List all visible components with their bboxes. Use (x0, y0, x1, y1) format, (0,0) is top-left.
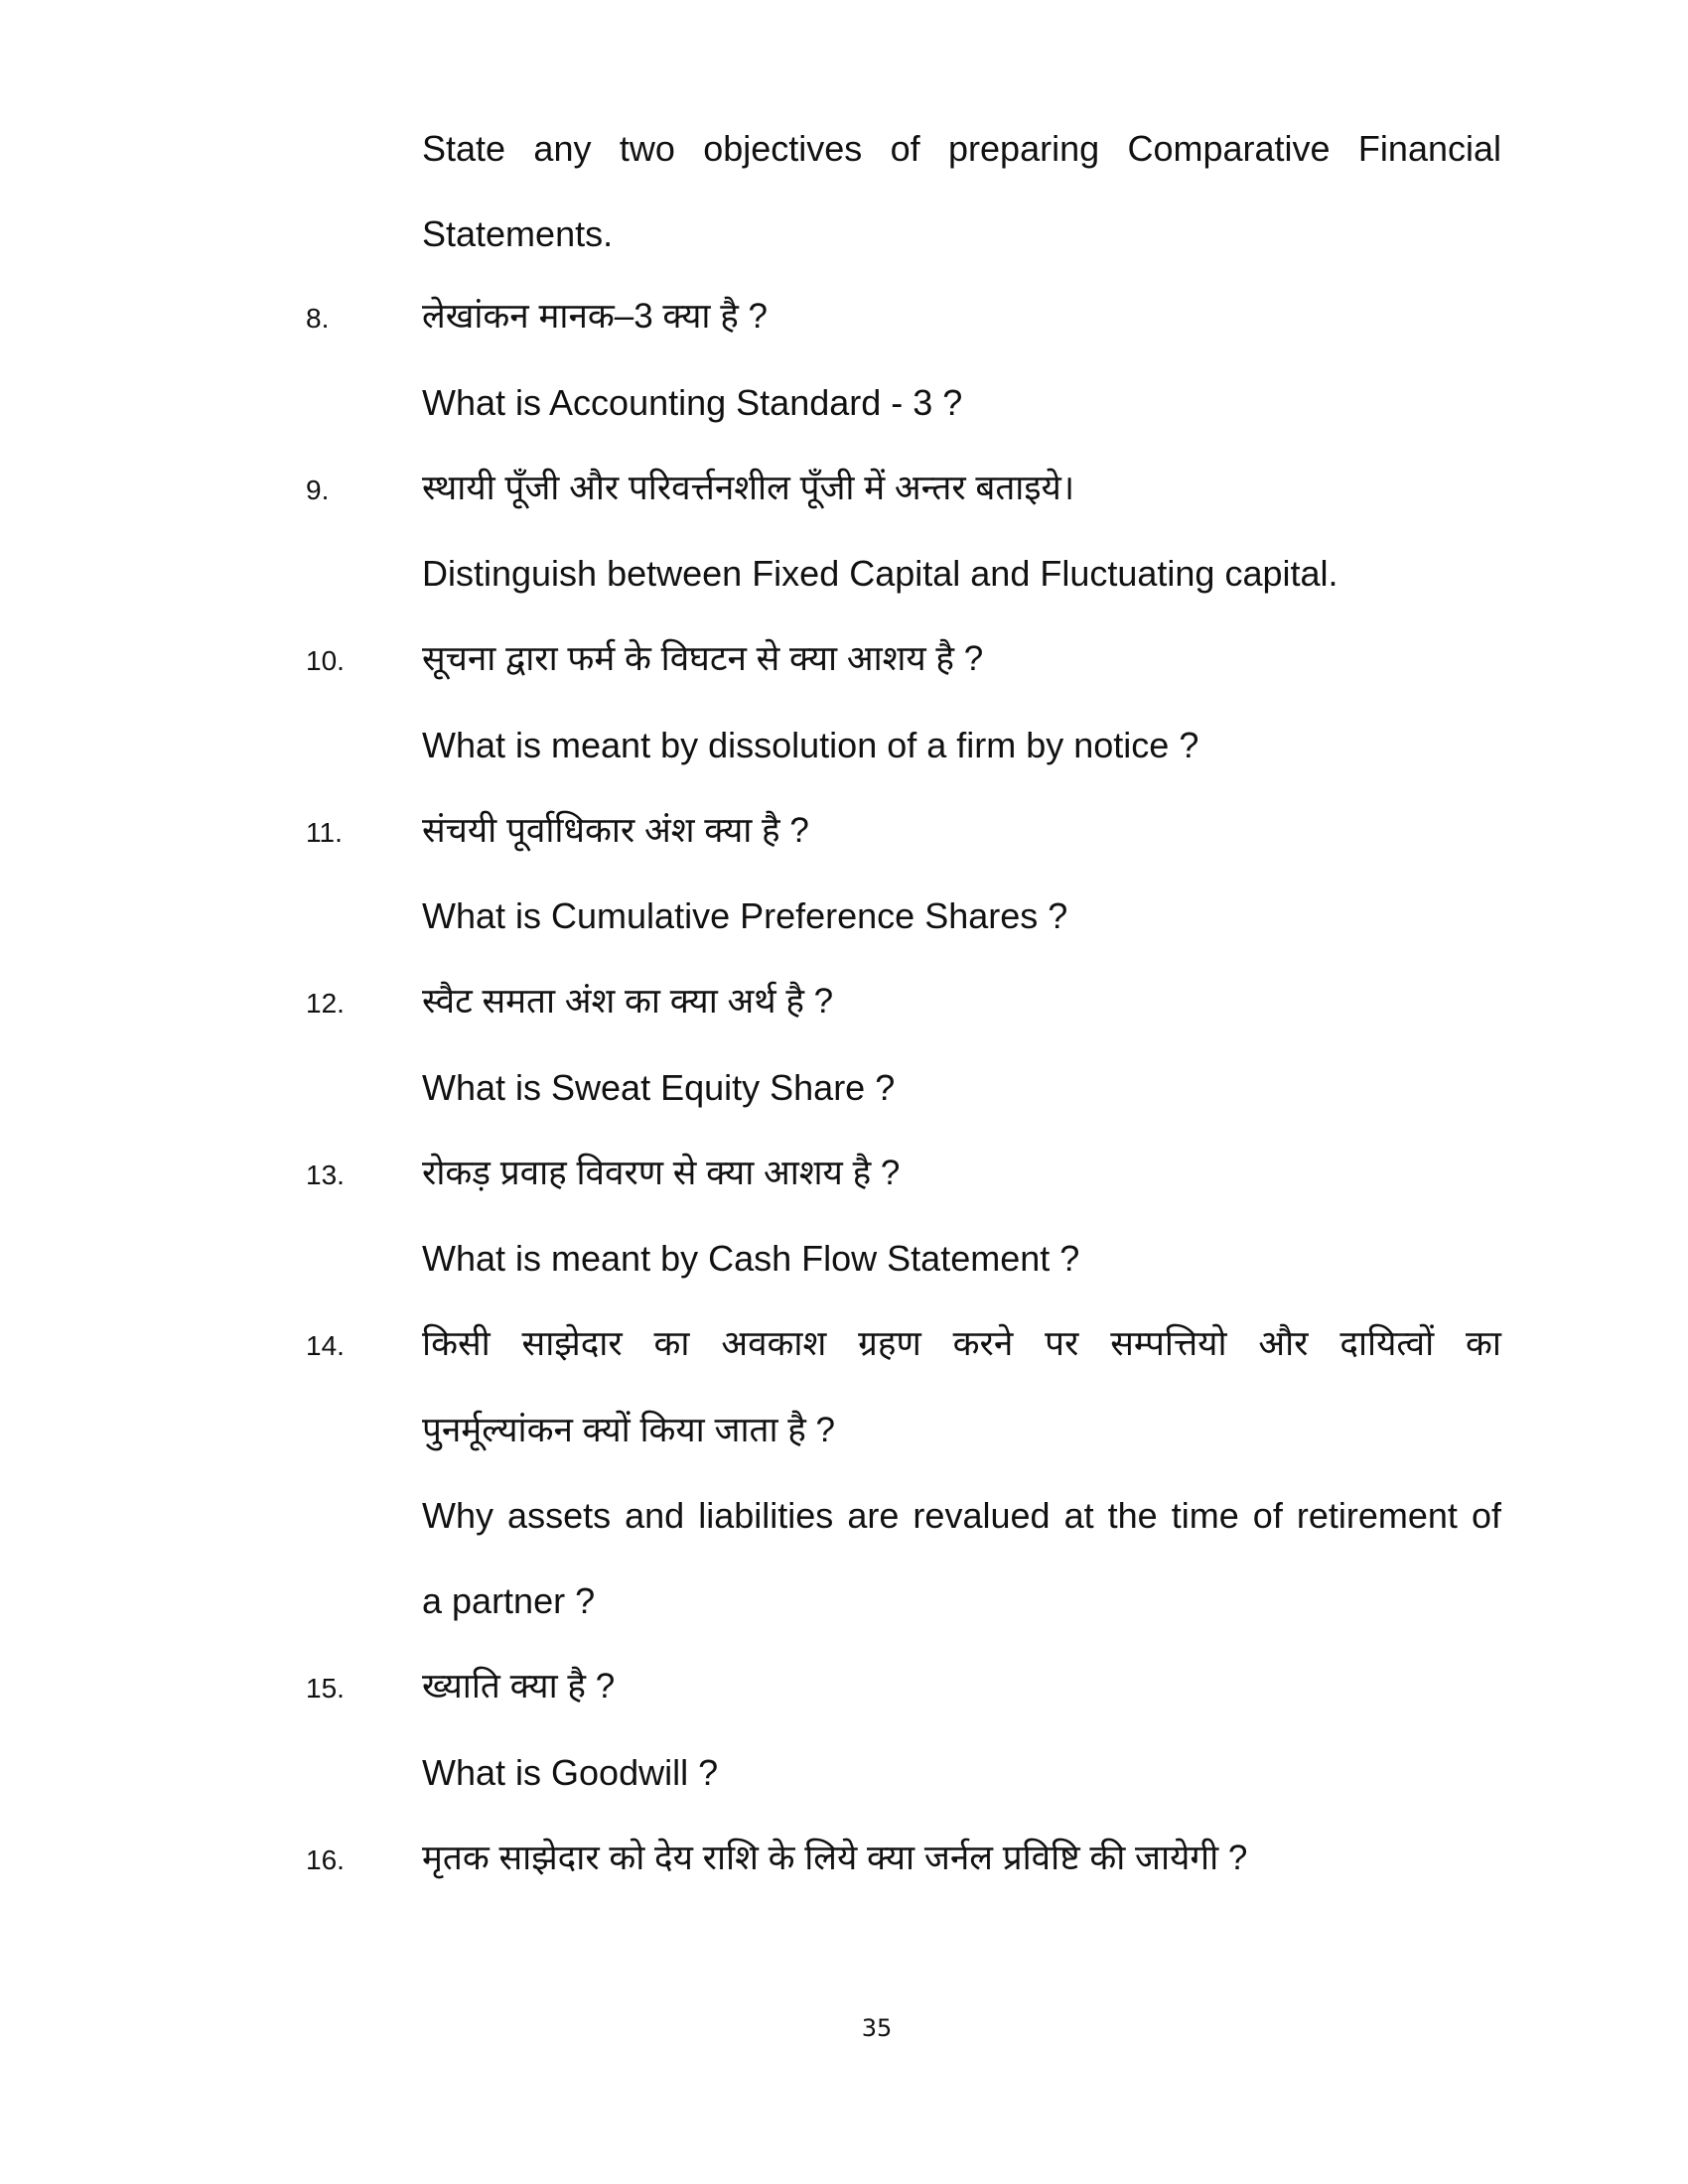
question-10-hindi: सूचना द्वारा फर्म के विघटन से क्या आशय है ? (422, 639, 984, 678)
question-number: 16. (306, 1844, 345, 1875)
question-10-english: What is meant by dissolution of a firm by notice ? (422, 725, 1199, 765)
question-12-english: What is Sweat Equity Share ? (422, 1067, 896, 1108)
question-14-english-line-1: Why assets and liabilities are revalued at the time of retirement of (422, 1495, 1501, 1536)
question-7-english-line-1: State any two objectives of preparing Comparative Financial (422, 128, 1501, 169)
question-9-english: Distinguish between Fixed Capital and Fluctuating capital. (422, 553, 1338, 594)
question-11-english: What is Cumulative Preference Shares ? (422, 895, 1068, 936)
question-14-hindi-line-1: किसी साझेदार का अवकाश ग्रहण करने पर सम्पत्तियो और दायित्वों का (422, 1324, 1501, 1363)
question-13-english: What is meant by Cash Flow Statement ? (422, 1238, 1080, 1279)
question-number: 14. (306, 1330, 345, 1361)
question-14-english-line-2: a partner ? (422, 1580, 596, 1621)
page-number: 35 (861, 2014, 893, 2042)
question-7-english-line-2: Statements. (422, 213, 614, 254)
question-11-hindi: संचयी पूर्वाधिकार अंश क्या है ? (422, 811, 809, 850)
question-8-hindi: लेखांकन मानक–3 क्या है ? (422, 297, 768, 336)
question-12-hindi: स्वैट समता अंश का क्या अर्थ है ? (422, 982, 834, 1021)
question-14-hindi-line-2: पुनर्मूल्यांकन क्यों किया जाता है ? (422, 1411, 836, 1449)
question-15-hindi: ख्याति क्या है ? (422, 1667, 616, 1706)
question-number: 11. (306, 817, 343, 848)
question-number: 13. (306, 1160, 345, 1190)
question-number: 12. (306, 988, 345, 1019)
question-13-hindi: रोकड़ प्रवाह विवरण से क्या आशय है ? (422, 1154, 901, 1192)
question-number: 8. (306, 303, 330, 334)
question-number: 9. (306, 475, 330, 505)
question-8-english: What is Accounting Standard - 3 ? (422, 382, 963, 423)
question-15-english: What is Goodwill ? (422, 1752, 719, 1793)
question-number: 15. (306, 1673, 345, 1704)
question-16-hindi: मृतक साझेदार को देय राशि के लिये क्या जर्नल प्रविष्टि की जायेगी ? (422, 1839, 1248, 1877)
question-number: 10. (306, 645, 345, 676)
question-9-hindi: स्थायी पूँजी और परिवर्त्तनशील पूँजी में अन्तर बताइये। (422, 469, 1075, 507)
